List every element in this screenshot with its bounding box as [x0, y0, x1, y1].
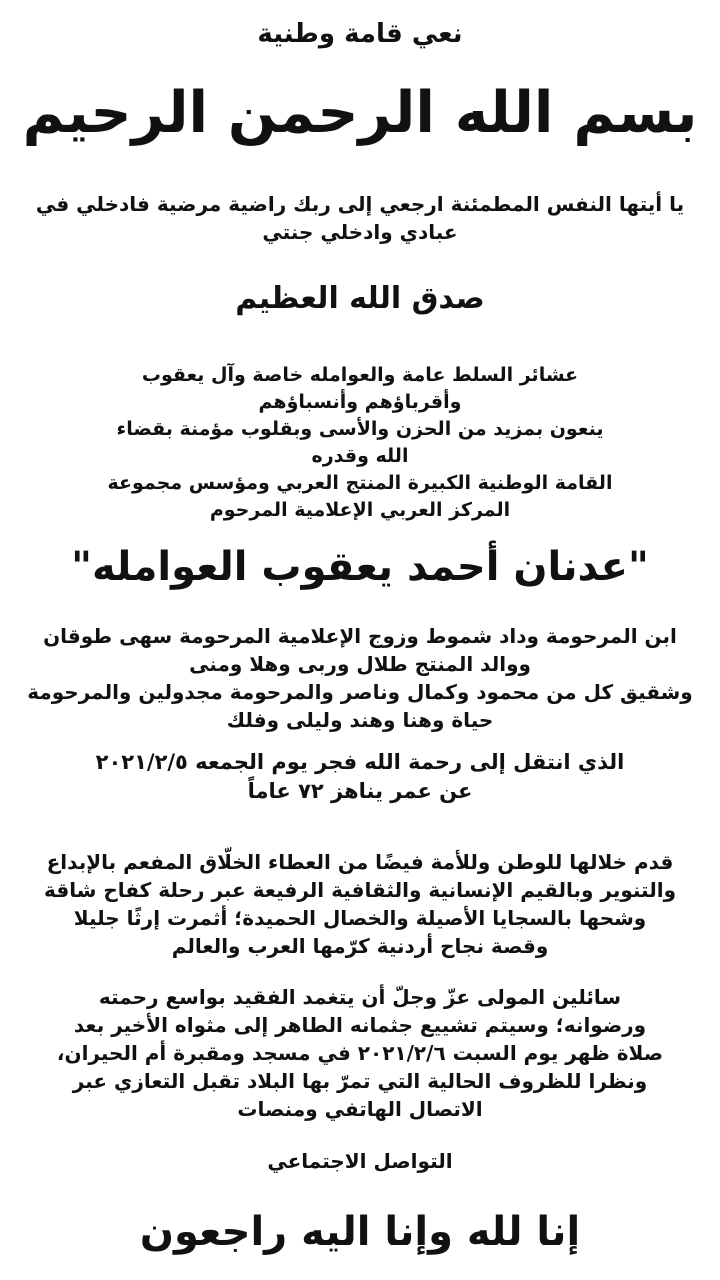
families-line: القامة الوطنية الكبيرة المنتج العربي ومؤسس مجموعة [107, 472, 613, 494]
merits-line: وقصة نجاح أردنية كرّمها العرب والعالم [171, 934, 549, 958]
passing-line: عن عمر يناهز ٧٢ عاماً [247, 779, 473, 803]
mourning-families [20, 362, 700, 524]
quran-verse [20, 190, 700, 246]
passing-line: الذي انتقل إلى رحمة الله فجر يوم الجمعه ٢٠٢١/٢/٥ [95, 750, 625, 774]
prayer-line: الاتصال الهاتفي ومنصات [237, 1097, 483, 1121]
prayer-line: ونظرا للظروف الحالية التي تمرّ بها البلاد تقبل التعازي عبر [72, 1069, 648, 1093]
deceased-name: "عدنان أحمد يعقوب العوامله" [71, 544, 649, 590]
verse-line: عبادي وادخلي جنتي [262, 220, 458, 244]
families-line: عشائر السلط عامة والعوامله خاصة وآل يعقوب [141, 364, 579, 386]
prayer-line: ورضوانه؛ وسيتم تشييع جثمانه الطاهر إلى مثواه الأخير بعد [73, 1013, 647, 1037]
families-line: ينعون بمزيد من الحزن والأسى وبقلوب مؤمنة بقضاء [116, 418, 604, 440]
merits-line: قدم خلالها للوطن وللأمة فيضًا من العطاء الخلّاق المفعم بالإبداع [46, 850, 674, 874]
notice-heading: نعي قامة وطنية [257, 19, 463, 49]
relatives-line: ابن المرحومة وداد شموط وزوج الإعلامية المرحومة سهى طوقان [43, 624, 677, 648]
sadaq-allah: صدق الله العظيم [235, 281, 485, 316]
prayer-funeral-paragraph [20, 983, 700, 1123]
merits-line: والتنوير وبالقيم الإنسانية والثقافية الرفيعة عبر رحلة كفاح شاقة [43, 878, 677, 902]
relatives-paragraph [20, 622, 700, 734]
merits-paragraph [20, 848, 700, 960]
passing-date [20, 748, 700, 806]
relatives-line: ووالد المنتج طلال وربى وهلا ومنى [189, 652, 531, 676]
verse-line: يا أيتها النفس المطمئنة ارجعي إلى ربك راضية مرضية فادخلي في [35, 192, 685, 216]
relatives-line: وشقيق كل من محمود وكمال وناصر والمرحومة مجدولين والمرحومة [27, 680, 693, 704]
families-line: المركز العربي الإعلامية المرحوم [209, 499, 511, 521]
prayer-line: سائلين المولى عزّ وجلّ أن يتغمد الفقيد بواسع رحمته [98, 985, 622, 1009]
families-line: الله وقدره [311, 445, 409, 467]
merits-line: وشحها بالسجايا الأصيلة والخصال الحميدة؛ أثمرت إرثًا جليلا [73, 906, 647, 930]
closing-phrase: إنا لله وإنا اليه راجعون [139, 1209, 581, 1255]
prayer-line: صلاة ظهر يوم السبت ٢٠٢١/٢/٦ في مسجد ومقبرة أم الحيران، [56, 1041, 664, 1065]
families-line: وأقرباؤهم وأنسباؤهم [258, 391, 462, 413]
basmala-title: بسم الله الرحمن الرحيم [22, 80, 698, 146]
relatives-line: حياة وهنا وهند وليلى وفلك [226, 708, 494, 732]
social-media-line: التواصل الاجتماعي [267, 1149, 453, 1173]
